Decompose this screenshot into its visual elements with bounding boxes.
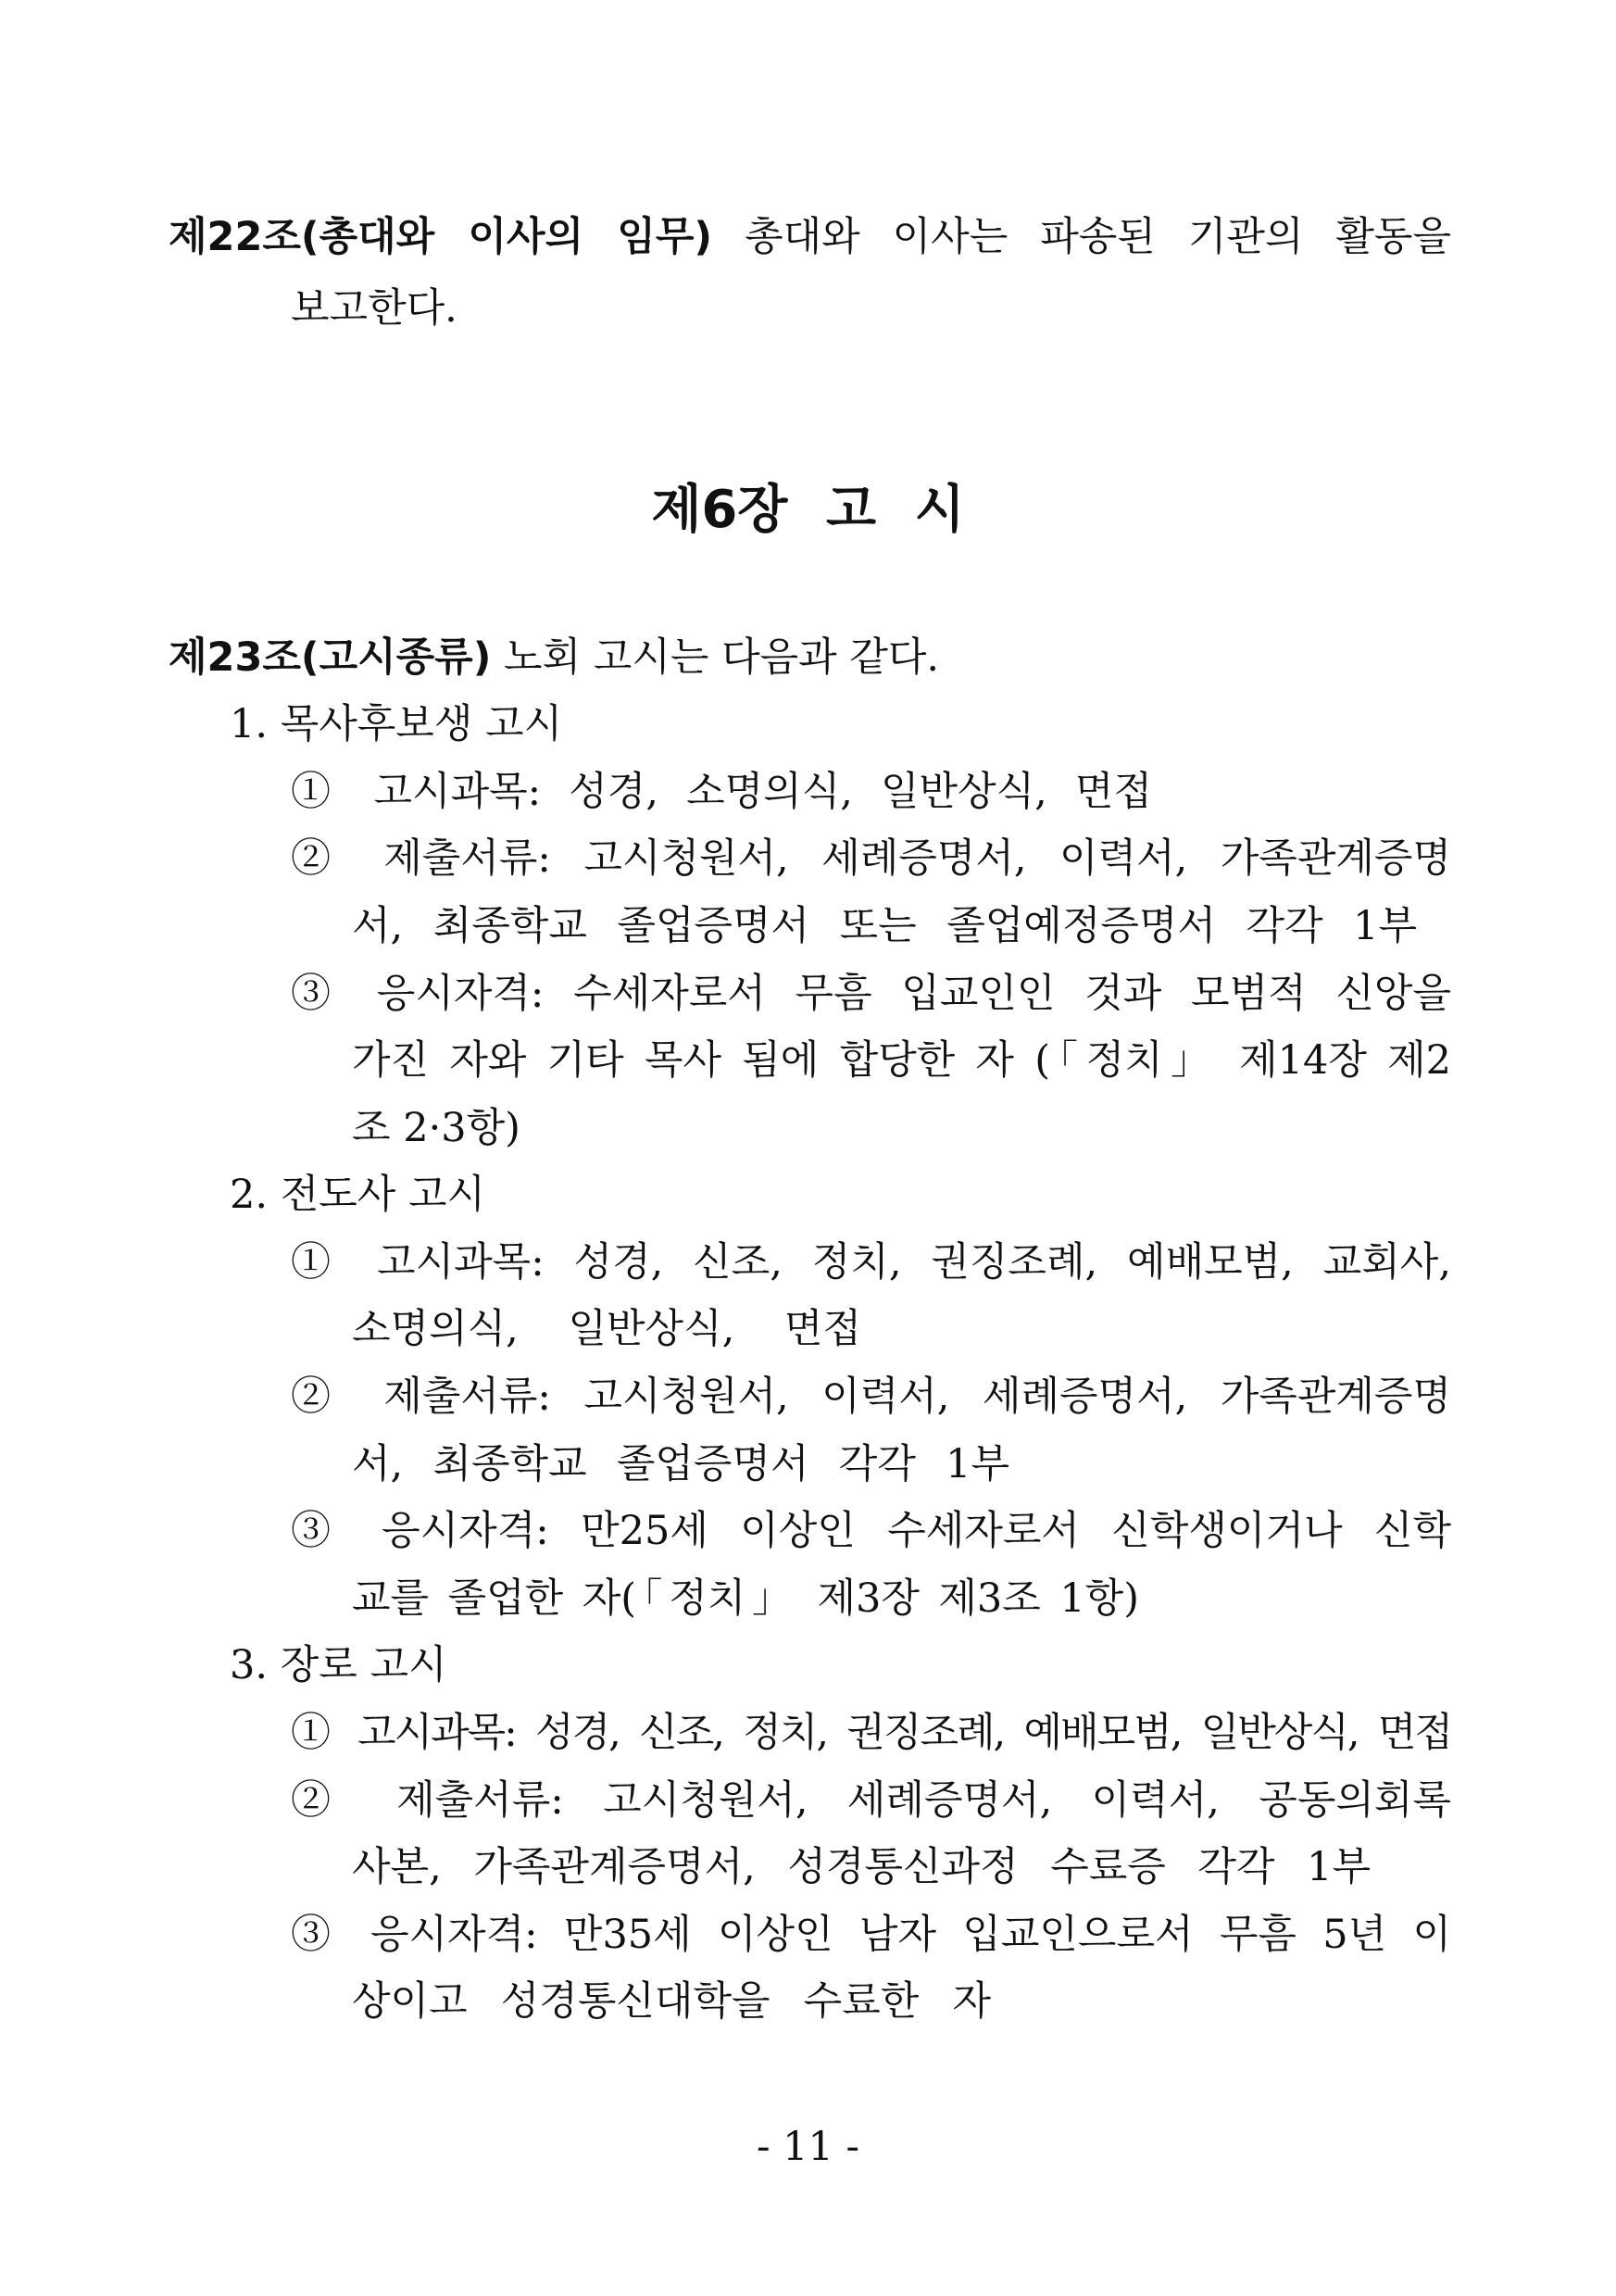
section-2-item-1-line-2: 소명의식, 일반상식, 면접 xyxy=(352,1306,861,1352)
article-23-intro: 노회 고시는 다음과 같다. xyxy=(504,634,940,681)
article-23-heading: 제23조(고시종류) xyxy=(169,634,492,681)
article-23-line-1 xyxy=(169,630,1280,685)
section-3-item-1-line-1: ① 고시과목: 성경, 신조, 정치, 권징조례, 예배모범, 일반상식, 면접 xyxy=(291,1710,1451,1756)
page-number: - 11 - xyxy=(756,2124,860,2170)
section-2-item-2-line-2: 서, 최종학교 졸업증명서 각각 1부 xyxy=(352,1441,1009,1487)
section-1-item-3-line-1: ③ 응시자격: 수세자로서 무흠 입교인인 것과 모범적 신앙을 xyxy=(291,971,1451,1017)
article-22-line-1 xyxy=(169,209,1451,265)
chapter-title: 제6장 고 시 xyxy=(651,480,965,540)
section-3-item-3-line-2: 상이고 성경통신대학을 수료한 자 xyxy=(352,1978,991,2025)
section-1-item-3-line-2: 가진 자와 기타 목사 됨에 합당한 자 (「정치」 제14장 제2 xyxy=(352,1037,1451,1084)
section-2-item-1-line-1: ① 고시과목: 성경, 신조, 정치, 권징조례, 예배모범, 교회사, xyxy=(291,1239,1451,1286)
section-3-item-2-line-2: 사본, 가족관계증명서, 성경통신과정 수료증 각각 1부 xyxy=(352,1844,1371,1890)
section-1-item-3-line-3: 조 2·3항) xyxy=(352,1105,520,1151)
article-22-heading: 제22조(총대와 이사의 임무) xyxy=(169,214,713,260)
section-2-item-3-line-1: ③ 응시자격: 만25세 이상인 수세자로서 신학생이거나 신학 xyxy=(291,1508,1451,1554)
article-22-line-2: 보고한다. xyxy=(291,285,457,332)
section-2-item-3-line-2: 교를 졸업한 자(「정치」 제3장 제3조 1항) xyxy=(352,1575,1139,1622)
section-3-title: 3. 장로 고시 xyxy=(230,1642,447,1688)
section-2-item-2-line-1: ② 제출서류: 고시청원서, 이력서, 세례증명서, 가족관계증명 xyxy=(291,1374,1451,1420)
section-2-title: 2. 전도사 고시 xyxy=(230,1172,486,1218)
section-3-item-3-line-1: ③ 응시자격: 만35세 이상인 남자 입교인으로서 무흠 5년 이 xyxy=(291,1912,1451,1958)
section-1-item-1-line-1: ① 고시과목: 성경, 소명의식, 일반상식, 면접 xyxy=(291,769,1152,815)
section-1-title: 1. 목사후보생 고시 xyxy=(230,701,563,747)
section-3-item-2-line-1: ② 제출서류: 고시청원서, 세례증명서, 이력서, 공동의회록 xyxy=(291,1777,1451,1824)
article-22-text: 총대와 이사는 파송된 기관의 활동을 xyxy=(745,214,1452,260)
section-1-item-2-line-2: 서, 최종학교 졸업증명서 또는 졸업예정증명서 각각 1부 xyxy=(352,903,1417,949)
section-1-item-2-line-1: ② 제출서류: 고시청원서, 세례증명서, 이력서, 가족관계증명 xyxy=(291,835,1451,882)
